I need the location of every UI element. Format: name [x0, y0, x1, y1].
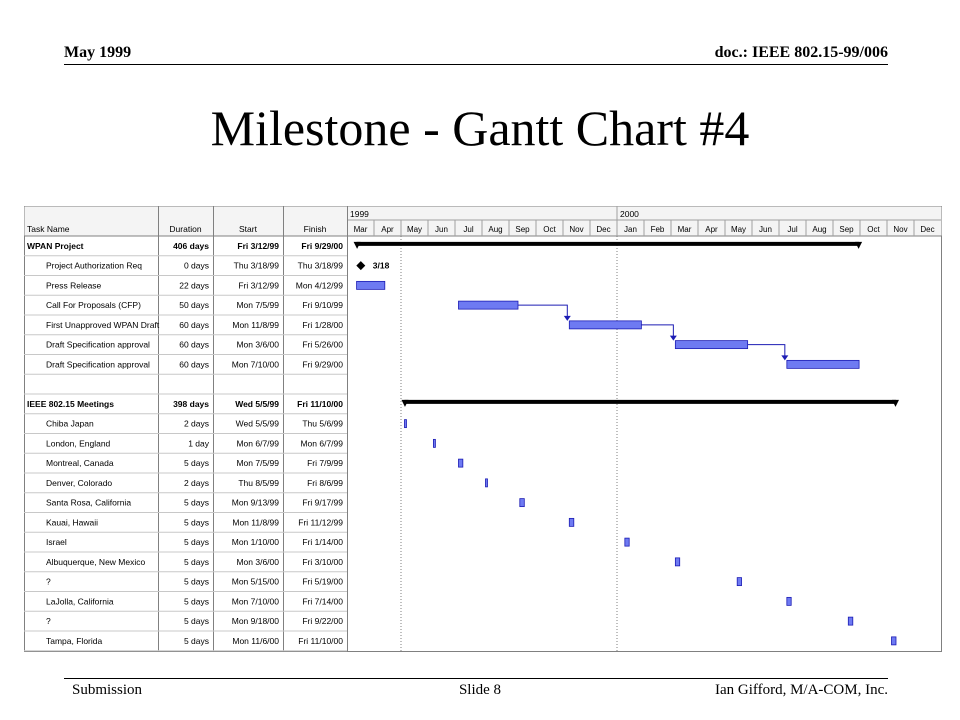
- task-duration: 60 days: [179, 319, 209, 330]
- month-label: Mar: [677, 225, 692, 234]
- task-start: Mon 11/6/00: [232, 635, 279, 646]
- task-name: WPAN Project: [27, 240, 84, 251]
- month-label: Jul: [787, 225, 798, 234]
- task-finish: Fri 7/14/00: [302, 596, 343, 607]
- task-start: Mon 7/5/99: [236, 300, 279, 311]
- task-name: Tampa, Florida: [46, 635, 103, 646]
- month-label: Feb: [650, 225, 665, 234]
- task-finish: Fri 8/6/99: [307, 477, 343, 488]
- task-start: Mon 5/15/00: [231, 576, 279, 587]
- task-start: Mon 7/10/00: [231, 359, 279, 370]
- task-name: Call For Proposals (CFP): [46, 300, 141, 311]
- task-bar: [433, 439, 435, 447]
- task-duration: 5 days: [183, 537, 209, 548]
- task-finish: Fri 11/10/00: [298, 635, 343, 646]
- task-name: Albuquerque, New Mexico: [46, 556, 146, 567]
- task-bar: [520, 499, 525, 507]
- month-label: Oct: [543, 225, 556, 234]
- gantt-frame: [25, 207, 942, 652]
- task-name: ?: [46, 616, 51, 627]
- task-name: Montreal, Canada: [46, 458, 114, 469]
- task-duration: 2 days: [183, 418, 209, 429]
- month-label: May: [406, 225, 423, 234]
- month-label: Oct: [867, 225, 880, 234]
- task-start: Fri 3/12/99: [237, 240, 279, 251]
- task-start: Mon 1/10/00: [231, 537, 279, 548]
- column-header-duration: Duration: [169, 224, 202, 234]
- task-name: Press Release: [46, 280, 102, 291]
- month-label: Jun: [759, 225, 772, 234]
- month-label: Aug: [488, 225, 503, 234]
- year-label-2000: 2000: [620, 209, 639, 219]
- task-start: Mon 7/10/00: [231, 596, 279, 607]
- task-bar: [404, 420, 406, 428]
- task-name: ?: [46, 576, 51, 587]
- task-start: Mon 9/18/00: [231, 616, 279, 627]
- task-name: Draft Specification approval: [46, 359, 150, 370]
- task-finish: Thu 3/18/99: [297, 260, 343, 271]
- task-finish: Fri 9/29/00: [301, 240, 343, 251]
- task-finish: Fri 9/10/99: [302, 300, 343, 311]
- task-finish: Fri 11/12/99: [298, 517, 343, 528]
- task-duration: 5 days: [183, 635, 209, 646]
- task-bar: [675, 558, 679, 566]
- task-bar: [675, 341, 747, 349]
- milestone-label: 3/18: [372, 260, 390, 271]
- task-name: Chiba Japan: [46, 418, 94, 429]
- task-name: Draft Specification approval: [46, 339, 150, 350]
- gantt-header-bg: [25, 207, 942, 237]
- footer-submission: Submission: [72, 682, 143, 698]
- task-bar: [458, 301, 518, 309]
- column-header-task-name: Task Name: [27, 224, 70, 234]
- task-duration: 5 days: [183, 596, 209, 607]
- month-label: Dec: [596, 225, 611, 234]
- task-bar: [625, 538, 629, 546]
- task-start: Mon 9/13/99: [231, 497, 279, 508]
- task-name: Kauai, Hawaii: [46, 517, 98, 528]
- task-name: IEEE 802.15 Meetings: [27, 398, 114, 409]
- task-finish: Fri 9/17/99: [302, 497, 343, 508]
- task-start: Thu 3/18/99: [233, 260, 279, 271]
- year-label-1999: 1999: [350, 209, 369, 219]
- month-label: Apr: [381, 225, 394, 234]
- month-label: Jul: [463, 225, 474, 234]
- task-duration: 398 days: [173, 398, 209, 409]
- task-bar: [892, 637, 897, 645]
- summary-bar: [357, 242, 860, 246]
- task-start: Mon 6/7/99: [236, 438, 279, 449]
- month-label: Dec: [920, 225, 935, 234]
- task-start: Wed 5/5/99: [235, 418, 279, 429]
- task-bar: [737, 578, 741, 586]
- task-duration: 50 days: [179, 300, 209, 311]
- month-label: Sep: [515, 225, 530, 234]
- task-start: Mon 3/6/00: [236, 556, 279, 567]
- task-start: Mon 3/6/00: [236, 339, 279, 350]
- task-duration: 2 days: [183, 477, 209, 488]
- task-duration: 1 day: [188, 438, 209, 449]
- slide-title: Milestone - Gantt Chart #4: [210, 100, 750, 156]
- column-header-finish: Finish: [303, 224, 327, 234]
- task-duration: 5 days: [183, 517, 209, 528]
- task-duration: 22 days: [179, 280, 209, 291]
- task-name: First Unapproved WPAN Draft: [46, 319, 160, 330]
- task-duration: 406 days: [173, 240, 209, 251]
- task-finish: Thu 5/6/99: [302, 418, 343, 429]
- gantt-chart: [24, 206, 942, 652]
- task-finish: Fri 5/19/00: [302, 576, 343, 587]
- task-finish: Fri 1/28/00: [302, 319, 343, 330]
- task-finish: Fri 9/22/00: [302, 616, 343, 627]
- header-doc-id: doc.: IEEE 802.15-99/006: [714, 44, 888, 61]
- task-bar: [357, 281, 385, 289]
- task-name: Project Authorization Req: [46, 260, 142, 271]
- task-duration: 5 days: [183, 497, 209, 508]
- footer-rule: [64, 678, 888, 679]
- task-bar: [848, 617, 853, 625]
- task-finish: Fri 5/26/00: [302, 339, 343, 350]
- month-label: May: [730, 225, 747, 234]
- task-finish: Fri 1/14/00: [302, 537, 343, 548]
- footer-author: Ian Gifford, M/A-COM, Inc.: [714, 682, 888, 698]
- month-label: Mar: [353, 225, 368, 234]
- task-start: Mon 7/5/99: [236, 458, 279, 469]
- task-start: Thu 8/5/99: [238, 477, 279, 488]
- task-finish: Mon 4/12/99: [295, 280, 343, 291]
- column-header-start: Start: [239, 224, 257, 234]
- task-finish: Fri 7/9/99: [307, 458, 343, 469]
- header-date: May 1999: [64, 44, 132, 61]
- task-finish: Fri 11/10/00: [297, 398, 343, 409]
- task-duration: 60 days: [179, 339, 209, 350]
- task-bar: [569, 518, 574, 526]
- task-start: Mon 11/8/99: [232, 319, 279, 330]
- task-name: London, England: [46, 438, 111, 449]
- task-duration: 5 days: [183, 616, 209, 627]
- header-rule: [64, 64, 888, 65]
- task-start: Fri 3/12/99: [238, 280, 279, 291]
- month-label: Sep: [839, 225, 854, 234]
- task-finish: Mon 6/7/99: [300, 438, 343, 449]
- task-bar: [569, 321, 641, 329]
- task-start: Wed 5/5/99: [235, 398, 279, 409]
- task-duration: 5 days: [183, 556, 209, 567]
- month-label: Aug: [812, 225, 827, 234]
- task-finish: Fri 3/10/00: [302, 556, 343, 567]
- task-bar: [787, 597, 791, 605]
- task-start: Mon 11/8/99: [232, 517, 279, 528]
- month-label: Jun: [435, 225, 448, 234]
- task-bar: [787, 360, 859, 368]
- task-duration: 60 days: [179, 359, 209, 370]
- task-name: LaJolla, California: [46, 596, 114, 607]
- task-bar: [485, 479, 487, 487]
- summary-bar: [404, 400, 896, 404]
- task-name: Israel: [46, 537, 67, 548]
- task-duration: 5 days: [183, 576, 209, 587]
- month-label: Nov: [893, 225, 908, 234]
- task-bar: [458, 459, 462, 467]
- month-label: Jan: [624, 225, 637, 234]
- task-name: Denver, Colorado: [46, 477, 113, 488]
- task-duration: 5 days: [183, 458, 209, 469]
- month-label: Nov: [569, 225, 584, 234]
- month-label: Apr: [705, 225, 718, 234]
- task-name: Santa Rosa, California: [46, 497, 132, 508]
- task-duration: 0 days: [183, 260, 209, 271]
- task-finish: Fri 9/29/00: [302, 359, 343, 370]
- footer-slide-number: Slide 8: [458, 682, 502, 698]
